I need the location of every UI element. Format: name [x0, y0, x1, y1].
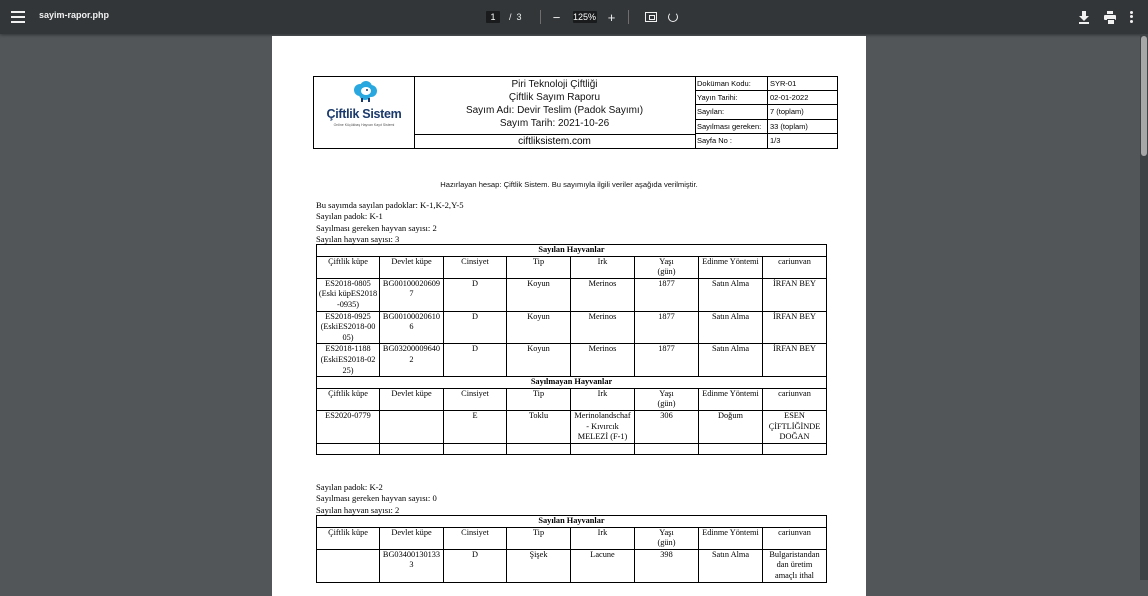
table-cell: Merinos: [571, 344, 635, 377]
table-cell: ES2018-0805 (Eski küpES2018 -0935): [317, 278, 380, 311]
table-cell: Koyun: [507, 311, 571, 344]
column-header: Yaşı (gün): [635, 527, 699, 549]
summary-line: Sayılması gereken hayvan sayısı: 2: [316, 222, 437, 233]
table-row: [317, 344, 827, 377]
table-cell: [380, 410, 444, 443]
zoom-in-button[interactable]: +: [607, 9, 616, 25]
table-row: [317, 311, 827, 344]
download-icon[interactable]: [1078, 10, 1090, 24]
table-cell: E: [444, 410, 507, 443]
column-header: Cinsiyet: [444, 527, 507, 549]
logo-subtitle: Online Küçükbaş Hayvan Kayıt Sistemi: [333, 123, 395, 127]
zoom-out-button[interactable]: −: [552, 9, 561, 25]
table-cell: [699, 443, 763, 454]
table-cell: [317, 549, 380, 582]
page-controls: [486, 9, 678, 25]
table-cell: [317, 443, 380, 454]
header-title-block: [414, 77, 696, 148]
table-cell: ES2018-1188 (EskiES2018-02 25): [317, 344, 380, 377]
pdf-page: [272, 36, 866, 596]
table-cell: BG00100020609 7: [380, 278, 444, 311]
column-header-row: [317, 388, 827, 410]
table-cell: [444, 443, 507, 454]
toolbar-divider: [540, 10, 541, 24]
column-header: Çiftlik küpe: [317, 388, 380, 410]
table-cell: Merinos: [571, 278, 635, 311]
column-header: Çiftlik küpe: [317, 256, 380, 278]
column-header: Tip: [507, 388, 571, 410]
column-header-row: [317, 256, 827, 278]
empty-row: [317, 443, 827, 454]
section-title: Sayılan Hayvanlar: [317, 245, 827, 257]
toolbar-divider: [628, 10, 629, 24]
meta-key: Yayın Tarihi:: [695, 91, 768, 104]
table-cell: ES2020-0779: [317, 410, 380, 443]
table-cell: D: [444, 311, 507, 344]
column-header: Cinsiyet: [444, 388, 507, 410]
table-cell: 1877: [635, 278, 699, 311]
table-cell: D: [444, 549, 507, 582]
table-cell: ESEN ÇİFTLİĞİNDE DOĞAN: [763, 410, 827, 443]
column-header: Edinme Yöntemi: [699, 256, 763, 278]
section-title: Sayılmayan Hayvanlar: [317, 377, 827, 389]
website: ciftliksistem.com: [414, 134, 695, 149]
page-number-input[interactable]: 1: [486, 11, 500, 23]
scrollbar[interactable]: [1140, 34, 1148, 580]
summary-line: Sayılması gereken hayvan sayısı: 0: [316, 493, 437, 504]
table-row: [317, 278, 827, 311]
table-cell: 306: [635, 410, 699, 443]
table-cell: İRFAN BEY: [763, 344, 827, 377]
padok2-table: [316, 515, 827, 583]
meta-key: Sayfa No :: [695, 134, 768, 148]
padok2-summary: [316, 482, 437, 516]
meta-value: SYR-01: [770, 79, 797, 88]
table-cell: Satın Alma: [699, 311, 763, 344]
more-options-icon[interactable]: [1130, 9, 1134, 24]
table-cell: Lacune: [571, 549, 635, 582]
zoom-level-input[interactable]: 125%: [573, 12, 597, 22]
table-cell: [507, 443, 571, 454]
table-cell: [763, 443, 827, 454]
meta-key: Sayılan:: [695, 105, 768, 118]
count-name: Sayım Adı: Devir Teslim (Padok Sayımı): [465, 105, 644, 116]
pdf-toolbar: [0, 0, 1148, 34]
column-header: Devlet küpe: [380, 388, 444, 410]
column-header: Cinsiyet: [444, 256, 507, 278]
meta-value: 7 (toplam): [770, 107, 804, 117]
column-header: Çiftlik küpe: [317, 527, 380, 549]
table-cell: 1877: [635, 311, 699, 344]
table-row: [317, 410, 827, 443]
table-cell: BG03400130133 3: [380, 549, 444, 582]
meta-value: 33 (toplam): [770, 121, 808, 131]
table-cell: Şişek: [507, 549, 571, 582]
column-header: Yaşı (gün): [635, 256, 699, 278]
file-title: sayim-rapor.php: [39, 10, 110, 20]
table-cell: Koyun: [507, 278, 571, 311]
table-cell: ES2018-0925 (EskiES2018-00 05): [317, 311, 380, 344]
column-header: Tip: [507, 527, 571, 549]
table-cell: 1877: [635, 344, 699, 377]
report-title: Çiftlik Sayım Raporu: [508, 92, 601, 103]
toolbar-actions: [1078, 9, 1134, 24]
report-header: [313, 76, 838, 149]
meta-key: Sayılması gereken:: [695, 120, 768, 133]
column-header: Edinme Yöntemi: [699, 527, 763, 549]
meta-row: [695, 105, 838, 119]
meta-row: [695, 120, 838, 134]
menu-icon[interactable]: [11, 9, 25, 25]
column-header-row: [317, 527, 827, 549]
count-date: Sayım Tarih: 2021-10-26: [499, 118, 610, 129]
summary-line: Sayılan hayvan sayısı: 3: [316, 233, 400, 244]
table-cell: Merinolandschaf - Kıvırcık MELEZİ (F-1): [571, 410, 635, 443]
table-cell: İRFAN BEY: [763, 311, 827, 344]
section-row: [317, 377, 827, 389]
table-cell: 398: [635, 549, 699, 582]
summary-line: Sayılan hayvan sayısı: 2: [316, 504, 400, 515]
table-cell: [635, 443, 699, 454]
meta-row: [695, 77, 838, 91]
table-cell: Toklu: [507, 410, 571, 443]
table-cell: İRFAN BEY: [763, 278, 827, 311]
farm-name: Piri Teknoloji Çiftliği: [511, 79, 598, 90]
sheep-logo-icon: [352, 81, 378, 103]
summary-line: Sayılan padok: K-1: [316, 211, 383, 222]
table-cell: [571, 443, 635, 454]
column-header: Irk: [571, 256, 635, 278]
column-header: Tip: [507, 256, 571, 278]
table-cell: Merinos: [571, 311, 635, 344]
logo: [314, 77, 415, 148]
prepared-by-text: Hazırlayan hesap: Çiftlik Sistem. Bu sayımıyla ilgili veriler aşağıda verilmiştir.: [440, 180, 698, 189]
table-cell: D: [444, 278, 507, 311]
summary-line: Bu sayımda sayılan padoklar: K-1,K-2,Y-5: [316, 200, 464, 210]
page-separator: /: [509, 12, 512, 22]
column-header: Yaşı (gün): [635, 388, 699, 410]
meta-value: 02-01-2022: [770, 93, 809, 103]
table-row: [317, 549, 827, 582]
rotate-icon[interactable]: [668, 12, 678, 22]
section-row: [317, 516, 827, 528]
column-header: Edinme Yöntemi: [699, 388, 763, 410]
meta-row: [695, 134, 838, 148]
table-cell: Satın Alma: [699, 278, 763, 311]
column-header: Devlet küpe: [380, 256, 444, 278]
section-title: Sayılan Hayvanlar: [317, 516, 827, 528]
column-header: cariunvan: [763, 256, 827, 278]
padok1-table: [316, 244, 827, 455]
table-cell: D: [444, 344, 507, 377]
meta-row: [695, 91, 838, 105]
padok1-summary: [316, 200, 464, 245]
column-header: Devlet küpe: [380, 527, 444, 549]
table-cell: Doğum: [699, 410, 763, 443]
column-header: cariunvan: [763, 527, 827, 549]
table-cell: Satın Alma: [699, 344, 763, 377]
table-cell: Bulgaristandan dan üretim amaçlı ithal: [763, 549, 827, 582]
scrollbar-thumb[interactable]: [1141, 36, 1147, 156]
logo-text: Çiftlik Sistem: [326, 107, 402, 121]
summary-line: Sayılan padok: K-2: [316, 482, 383, 492]
print-icon[interactable]: [1104, 10, 1116, 24]
table-cell: Koyun: [507, 344, 571, 377]
column-header: cariunvan: [763, 388, 827, 410]
table-cell: Satın Alma: [699, 549, 763, 582]
table-cell: BG00100020610 6: [380, 311, 444, 344]
table-cell: [380, 443, 444, 454]
table-cell: BG03200009640 2: [380, 344, 444, 377]
column-header: Irk: [571, 388, 635, 410]
page-total: 3: [516, 12, 522, 22]
fit-page-icon[interactable]: [645, 12, 657, 22]
meta-key: Doküman Kodu:: [695, 77, 768, 90]
meta-value: 1/3: [770, 135, 781, 145]
column-header: Irk: [571, 527, 635, 549]
meta-table: [695, 77, 838, 148]
section-row: [317, 245, 827, 257]
